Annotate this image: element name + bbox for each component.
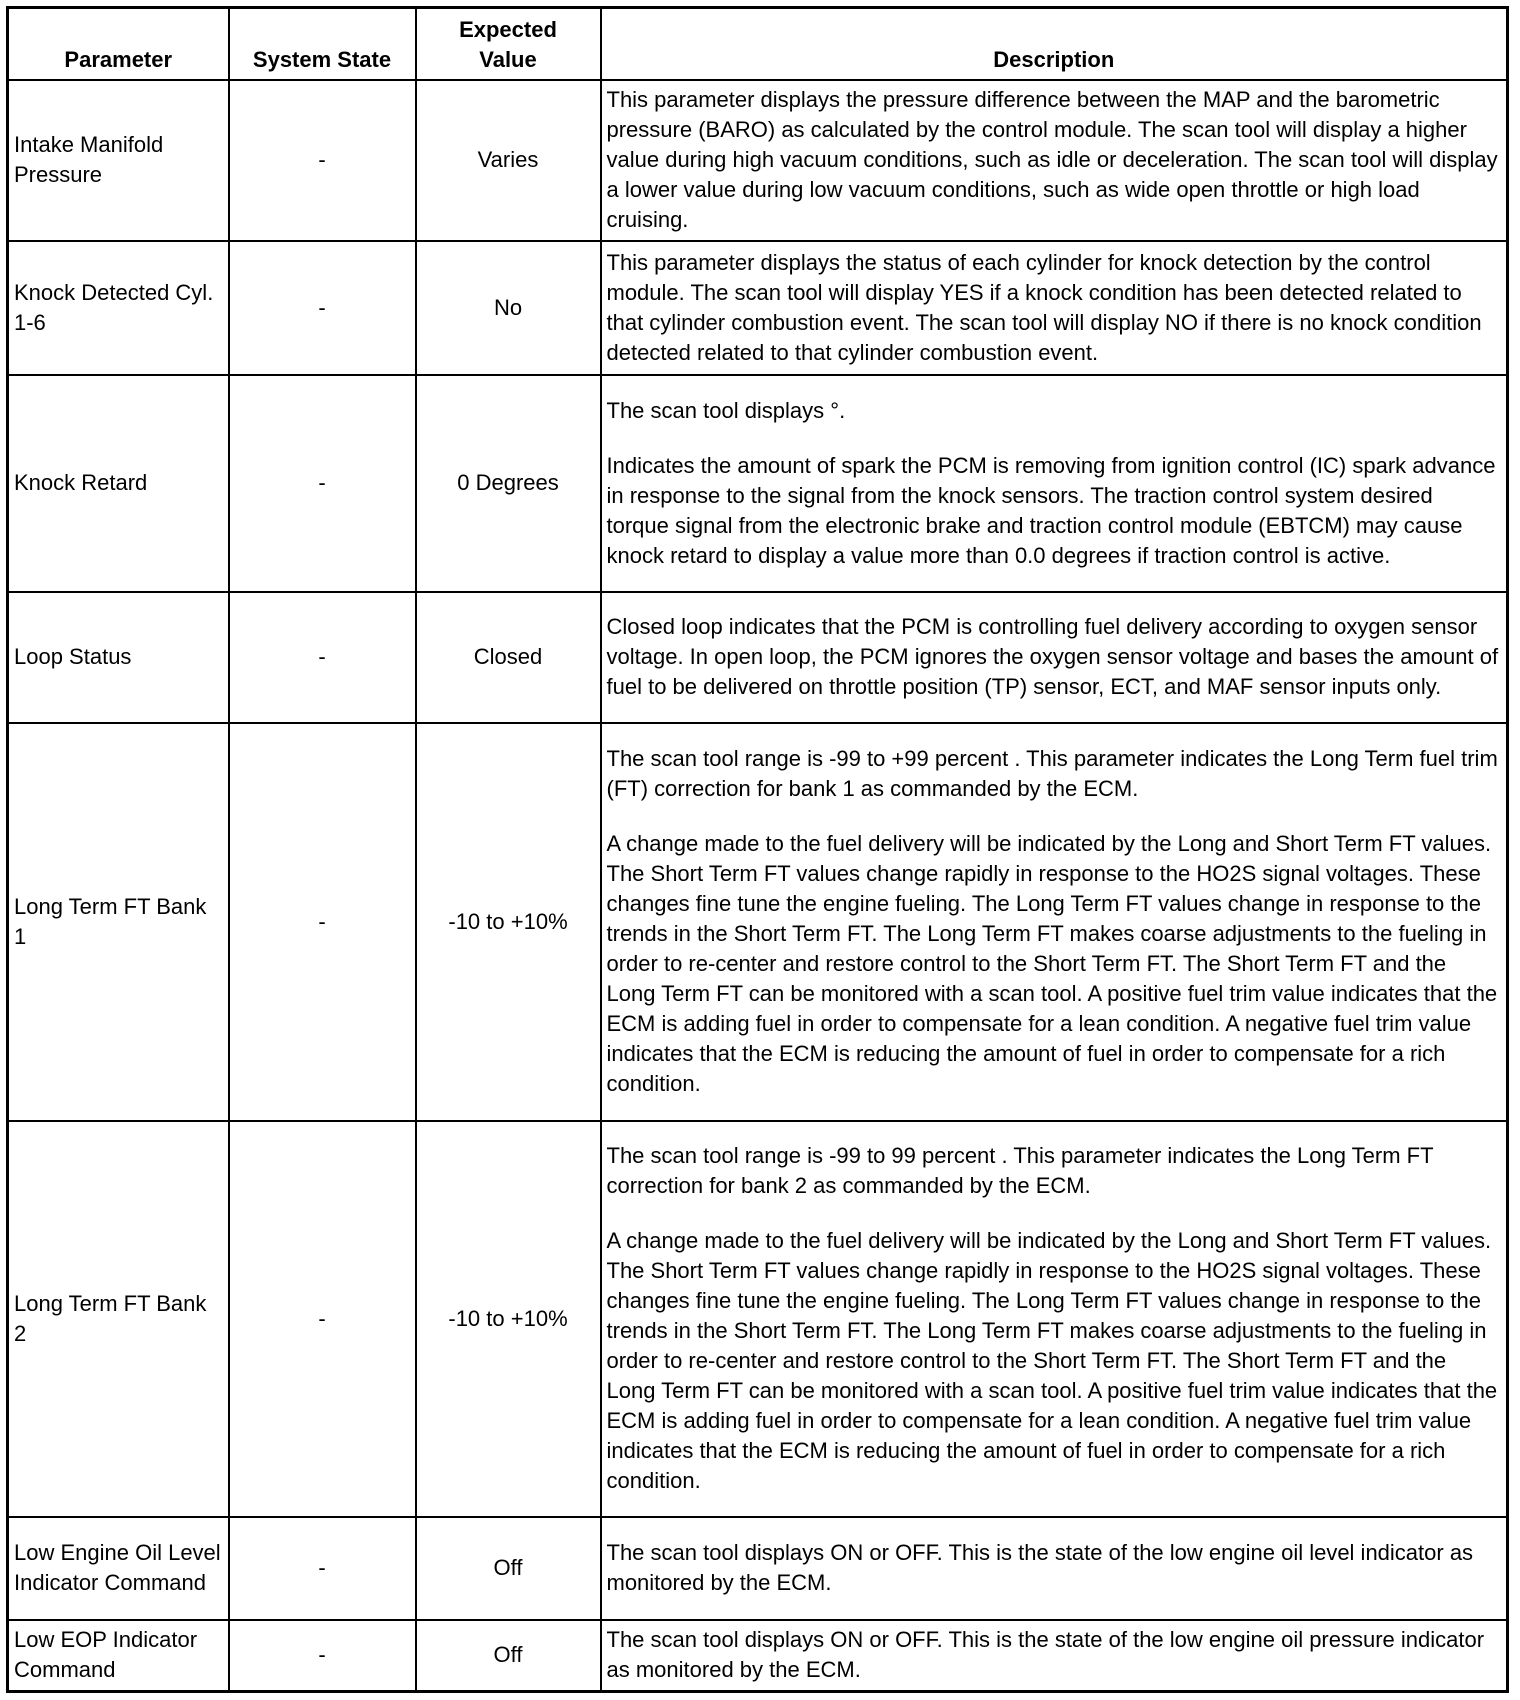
parameter-table xyxy=(6,6,1509,1693)
system-state-cell: - xyxy=(229,592,416,723)
expected-value-cell: Closed xyxy=(416,592,601,723)
table-row xyxy=(8,592,1508,723)
description-paragraph: A change made to the fuel delivery will be indicated by the Long and Short Term FT values. The Short Term FT values change rapidly in response to the HO2S signal voltages. These changes fine tune the engine fueling. The Long Term FT values change in response to the trends in the Short Term FT. The Long Term FT makes coarse adjustments to the fueling in order to re-center and restore control to the Short Term FT. The Short Term FT and the Long Term FT can be monitored with a scan tool. A positive fuel trim value indicates that the ECM is adding fuel in order to compensate for a lean condition. A negative fuel trim value indicates that the ECM is reducing the amount of fuel in order to compensate for a rich condition. xyxy=(606,1228,1498,1493)
description-cell xyxy=(601,592,1508,723)
header-row xyxy=(8,8,1508,80)
header-system-state: System State xyxy=(229,8,416,80)
expected-value-cell: Off xyxy=(416,1620,601,1692)
description-paragraph: The scan tool displays ON or OFF. This is the state of the low engine oil pressure indicator as monitored by the ECM. xyxy=(606,1627,1485,1683)
parameter-cell: Knock Detected Cyl. 1-6 xyxy=(8,241,229,375)
system-state-cell: - xyxy=(229,1517,416,1620)
description-paragraph: The scan tool range is -99 to 99 percent . This parameter indicates the Long Term FT correction for bank 2 as commanded by the ECM. xyxy=(606,1143,1434,1198)
description-paragraph: A change made to the fuel delivery will be indicated by the Long and Short Term FT values. The Short Term FT values change rapidly in response to the HO2S signal voltages. These changes fine tune the engine fueling. The Long Term FT values change in response to the trends in the Short Term FT. The Long Term FT makes coarse adjustments to the fueling in order to re-center and restore control to the Short Term FT. The Short Term FT and the Long Term FT can be monitored with a scan tool. A positive fuel trim value indicates that the ECM is adding fuel in order to compensate for a lean condition. A negative fuel trim value indicates that the ECM is reducing the amount of fuel in order to compensate for a rich condition. xyxy=(606,831,1498,1096)
description-paragraph: Indicates the amount of spark the PCM is removing from ignition control (IC) spark advance in response to the signal from the knock sensors. The traction control system desired torque signal from the electronic brake and traction control module (EBTCM) may cause knock retard to display a value more than 0.0 degrees if traction control is active. xyxy=(606,452,1496,568)
description-paragraph: This parameter displays the pressure difference between the MAP and the barometric pressure (BARO) as calculated by the control module. The scan tool will display a higher value during high vacuum conditions, such as idle or deceleration. The scan tool will display a lower value during low vacuum conditions, such as wide open throttle or high load cruising. xyxy=(606,87,1498,232)
description-cell xyxy=(601,723,1508,1121)
parameter-cell: Low EOP Indicator Command xyxy=(8,1620,229,1692)
header-parameter: Parameter xyxy=(8,8,229,80)
table-row xyxy=(8,1121,1508,1517)
expected-value-cell: -10 to +10% xyxy=(416,723,601,1121)
parameter-cell: Low Engine Oil Level Indicator Command xyxy=(8,1517,229,1620)
system-state-cell: - xyxy=(229,1121,416,1517)
parameter-cell: Long Term FT Bank 2 xyxy=(8,1121,229,1517)
expected-value-cell: 0 Degrees xyxy=(416,375,601,592)
description-cell xyxy=(601,1620,1508,1692)
table-row xyxy=(8,1517,1508,1620)
expected-value-cell: Varies xyxy=(416,80,601,241)
description-paragraph: Closed loop indicates that the PCM is controlling fuel delivery according to oxygen sensor voltage. In open loop, the PCM ignores the oxygen sensor voltage and bases the amount of fuel to be delivered on throttle position (TP) sensor, ECT, and MAF sensor inputs only. xyxy=(606,614,1499,699)
expected-value-cell: -10 to +10% xyxy=(416,1121,601,1517)
expected-value-cell: Off xyxy=(416,1517,601,1620)
parameter-cell: Long Term FT Bank 1 xyxy=(8,723,229,1121)
system-state-cell: - xyxy=(229,1620,416,1692)
description-paragraph: The scan tool displays °. xyxy=(606,397,846,423)
description-cell xyxy=(601,80,1508,241)
parameter-cell: Knock Retard xyxy=(8,375,229,592)
header-expected-value: Expected Value xyxy=(416,8,601,80)
system-state-cell: - xyxy=(229,723,416,1121)
expected-value-cell: No xyxy=(416,241,601,375)
table-row xyxy=(8,241,1508,375)
table-row xyxy=(8,1620,1508,1692)
description-paragraph: The scan tool range is -99 to +99 percent . This parameter indicates the Long Term fuel trim (FT) correction for bank 1 as commanded by the ECM. xyxy=(606,746,1498,801)
header-description: Description xyxy=(601,8,1508,80)
description-paragraph: This parameter displays the status of each cylinder for knock detection by the control module. The scan tool will display YES if a knock condition has been detected related to that cylinder combustion event. The scan tool will display NO if there is no knock condition detected related to that cylinder combustion event. xyxy=(606,249,1482,365)
table-row xyxy=(8,80,1508,241)
parameter-cell: Intake Manifold Pressure xyxy=(8,80,229,241)
table-row xyxy=(8,375,1508,592)
description-cell xyxy=(601,241,1508,375)
system-state-cell: - xyxy=(229,80,416,241)
description-cell xyxy=(601,1121,1508,1517)
parameter-cell: Loop Status xyxy=(8,592,229,723)
description-paragraph: The scan tool displays ON or OFF. This is the state of the low engine oil level indicator as monitored by the ECM. xyxy=(606,1540,1474,1595)
description-cell xyxy=(601,1517,1508,1620)
system-state-cell: - xyxy=(229,241,416,375)
system-state-cell: - xyxy=(229,375,416,592)
table-row xyxy=(8,723,1508,1121)
description-cell xyxy=(601,375,1508,592)
